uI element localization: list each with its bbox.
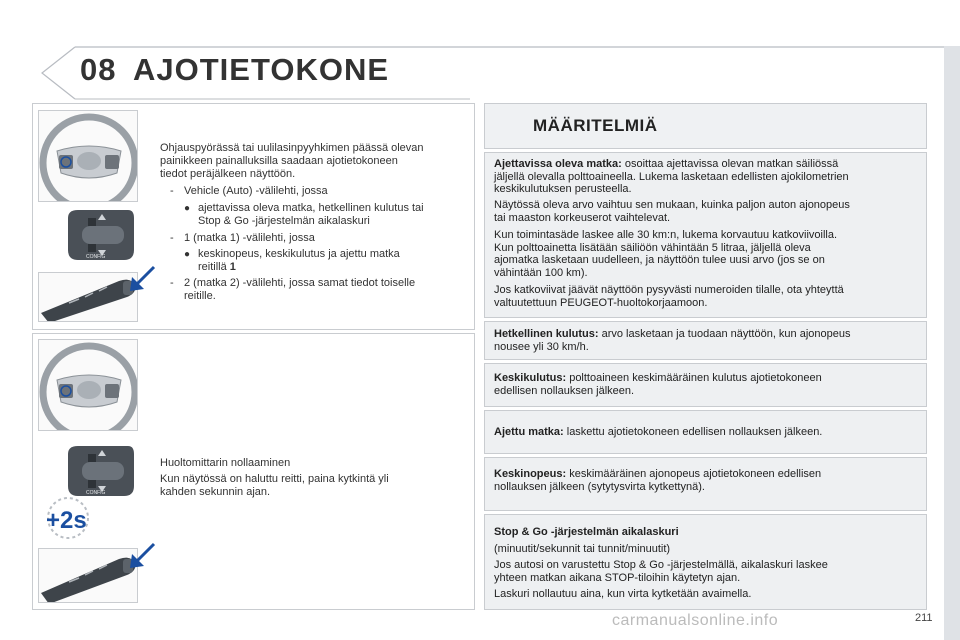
- range-definition-line: Kun toimintasäde laskee alle 30 km:n, lukema korvautuu katkoviivoilla.: [494, 229, 838, 241]
- dash: -: [170, 232, 174, 244]
- side-tab-bar: [944, 46, 960, 640]
- vehicle-tab-item: - Vehicle (Auto) -välilehti, jossa: [170, 185, 328, 197]
- instant-definition-line: nousee yli 30 km/h.: [494, 340, 589, 353]
- reset-text: Kun näytössä on haluttu reitti, paina kytkintä yli: [160, 473, 389, 485]
- stopgo-title: Stop & Go -järjestelmän aikalaskuri: [494, 526, 679, 538]
- pointer-arrow-icon: [128, 265, 156, 293]
- trip2-tab-cont: reitille.: [184, 290, 216, 302]
- range-definition-line: Kun polttoainetta lisätään säiliöön vähintään 5 litraa, jäljellä oleva: [494, 241, 811, 254]
- avg-speed-line: Keskinopeus: keskimääräinen ajonopeus ajotietokoneen edellisen: [494, 468, 822, 480]
- reset-title: Huoltomittarin nollaaminen: [160, 457, 291, 469]
- stopgo-line: yhteen matkan aikana STOP-tiloihin käytetyn ajan.: [494, 571, 741, 584]
- range-definition-line: vähintään 100 km).: [494, 266, 588, 279]
- stopgo-line: Jos autosi on varustettu Stop & Go -järjestelmällä, aikalaskuri laskee: [494, 559, 828, 571]
- range-definition-line: Ajettavissa oleva matka: osoittaa ajettavissa olevan matkan säiliössä: [494, 158, 839, 170]
- definitions-title: MÄÄRITELMIÄ: [533, 116, 658, 135]
- range-definition-line: tai maaston korkeuserot vaihtelevat.: [494, 211, 671, 224]
- config-button-image: [62, 206, 136, 264]
- trip1-bullet-cont: reitillä 1: [198, 261, 236, 273]
- avg-speed-line: nollauksen jälkeen (sytytysvirta kytkettynä).: [494, 480, 705, 493]
- trip1-bullet: ● keskinopeus, keskikulutus ja ajettu matka: [184, 248, 400, 260]
- intro-line: tiedot peräjälkeen näyttöön.: [160, 168, 296, 180]
- range-definition-line: Näytössä oleva arvo vaihtuu sen mukaan, kuinka paljon auton ajonopeus: [494, 199, 850, 211]
- wiper-stalk-image: [38, 548, 138, 603]
- plus-2s-label: +2s: [46, 507, 87, 534]
- watermark: carmanualsonline.info: [612, 612, 779, 629]
- range-definition-line: Jos katkoviivat jäävät näyttöön pysyvästi numeroiden tilalle, ota yhteyttä: [494, 284, 844, 296]
- dash: -: [170, 185, 174, 197]
- range-definition-line: ajomatka lasketaan uudelleen, ja näyttöön tulee uusi arvo (jos se on: [494, 254, 825, 266]
- stopgo-line: Laskuri nollautuu aina, kun virta kytketään avaimella.: [494, 588, 752, 600]
- page-number: 211: [915, 612, 933, 624]
- dash: -: [170, 277, 174, 289]
- range-definition-line: valtuutettuun PEUGEOT-huoltokorjaamoon.: [494, 296, 708, 309]
- pointer-arrow-icon: [128, 542, 156, 570]
- chapter-number: 08: [80, 52, 117, 87]
- steering-wheel-image: [38, 339, 138, 431]
- range-definition-line: jäljellä olevalla polttoaineella. Lukema lasketaan edellisten ajokilometrien: [494, 170, 849, 183]
- trip1-tab-item: - 1 (matka 1) -välilehti, jossa: [170, 232, 315, 244]
- avg-consumption-line: edellisen nollauksen jälkeen.: [494, 384, 635, 397]
- steering-wheel-image: [38, 110, 138, 202]
- wiper-stalk-image: [38, 272, 138, 322]
- config-label: CONFIG: [86, 490, 106, 496]
- page-header: [0, 0, 960, 100]
- bullet: ●: [184, 249, 191, 260]
- intro-line: Ohjauspyörässä tai uulilasinpyyhkimen päässä olevan: [160, 142, 424, 154]
- vehicle-bullet: ● ajettavissa oleva matka, hetkellinen kulutus tai: [184, 202, 424, 214]
- distance-line: Ajettu matka: laskettu ajotietokoneen edellisen nollauksen jälkeen.: [494, 426, 823, 438]
- plus-2s-icon: [40, 492, 96, 542]
- reset-text: kahden sekunnin ajan.: [160, 486, 271, 498]
- intro-line: painikkeen painalluksilla saadaan ajotietokoneen: [160, 155, 398, 167]
- trip2-tab-item: - 2 (matka 2) -välilehti, jossa samat tiedot toiselle: [170, 277, 416, 289]
- config-label: CONFIG: [86, 254, 106, 260]
- stopgo-line: (minuutit/sekunnit tai tunnit/minuutit): [494, 543, 671, 555]
- instant-definition-line: Hetkellinen kulutus: arvo lasketaan ja tuodaan näyttöön, kun ajonopeus: [494, 328, 851, 340]
- chapter-title: AJOTIETOKONE: [133, 52, 390, 87]
- range-definition-line: keskikulutuksen perusteella.: [494, 183, 632, 195]
- vehicle-bullet-cont: Stop & Go -järjestelmän aikalaskuri: [198, 215, 370, 227]
- bullet: ●: [184, 203, 191, 214]
- avg-consumption-line: Keskikulutus: polttoaineen keskimääräinen kulutus ajotietokoneen: [494, 372, 822, 384]
